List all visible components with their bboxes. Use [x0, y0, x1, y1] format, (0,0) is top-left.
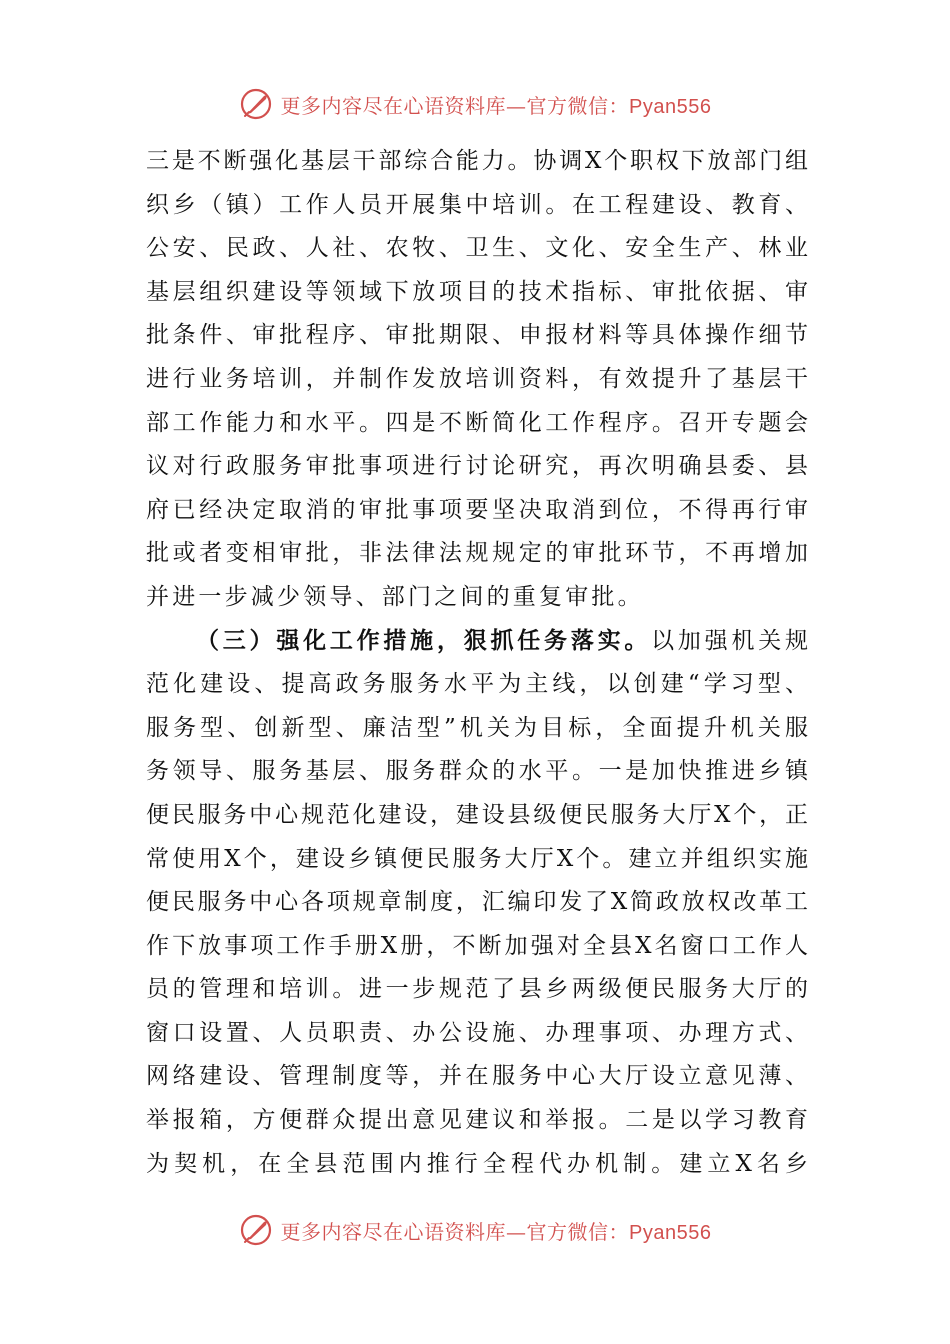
body-line: 便民服务中心各项规章制度，汇编印发了X简政放权改革工 — [146, 889, 808, 916]
body-line: 作下放事项工作手册X册，不断加强对全县X名窗口工作人 — [146, 932, 808, 959]
document-body — [146, 140, 808, 1186]
body-line: 织乡（镇）工作人员开展集中培训。在工程建设、教育、 — [146, 191, 808, 218]
body-line: 基层组织建设等领域下放项目的技术指标、审批依据、审 — [146, 278, 808, 305]
body-line: 窗口设置、人员职责、办公设施、办理事项、办理方式、 — [146, 1019, 808, 1046]
section-heading-rest: 以加强机关规 — [651, 627, 808, 654]
body-line: 批或者变相审批，非法律法规规定的审批环节，不再增加 — [146, 540, 808, 567]
body-line: 并进一步减少领导、部门之间的重复审批。 — [146, 583, 644, 610]
body-line: 范化建设、提高政务服务水平为主线，以创建“学习型、 — [146, 671, 808, 698]
body-line: 公安、民政、人社、农牧、卫生、文化、安全生产、林业 — [146, 235, 808, 262]
header-banner-text: 更多内容尽在心语资料库—官方微信：Pyan556 — [280, 93, 712, 118]
body-line: 常使用X个，建设乡镇便民服务大厅X个。建立并组织实施 — [146, 845, 808, 872]
quill-logo-icon — [239, 1213, 273, 1247]
body-line: 网络建设、管理制度等，并在服务中心大厅设立意见薄、 — [146, 1063, 808, 1090]
footer-banner — [0, 1210, 950, 1250]
body-line: 员的管理和培训。进一步规范了县乡两级便民服务大厅的 — [146, 976, 808, 1003]
body-line: 批条件、审批程序、审批期限、申报材料等具体操作细节 — [146, 322, 808, 349]
body-line: 举报箱，方便群众提出意见建议和举报。二是以学习教育 — [146, 1107, 808, 1134]
footer-wechat-id: Pyan556 — [629, 1221, 712, 1244]
body-line: 府已经决定取消的审批事项要坚决取消到位，不得再行审 — [146, 496, 808, 523]
section-heading-line — [146, 620, 808, 664]
section-heading: （三）强化工作措施，狠抓任务落实。 — [196, 627, 652, 654]
header-banner — [0, 84, 950, 124]
footer-banner-text: 更多内容尽在心语资料库—官方微信：Pyan556 — [280, 1219, 712, 1244]
body-line: 三是不断强化基层干部综合能力。协调X个职权下放部门组 — [146, 148, 808, 174]
body-line: 进行业务培训，并制作发放培训资料，有效提升了基层干 — [146, 365, 808, 392]
body-line: 部工作能力和水平。四是不断简化工作程序。召开专题会 — [146, 409, 808, 436]
body-line: 议对行政服务审批事项进行讨论研究，再次明确县委、县 — [146, 453, 808, 480]
quill-logo-icon — [239, 87, 273, 121]
body-line: 便民服务中心规范化建设，建设县级便民服务大厅X个，正 — [146, 801, 808, 828]
body-line: 务领导、服务基层、服务群众的水平。一是加快推进乡镇 — [146, 758, 808, 785]
body-line: 服务型、创新型、廉洁型”机关为目标，全面提升机关服 — [146, 714, 808, 741]
header-wechat-id: Pyan556 — [629, 95, 712, 118]
body-line: 为契机，在全县范围内推行全程代办机制。建立X名乡 — [146, 1150, 808, 1177]
